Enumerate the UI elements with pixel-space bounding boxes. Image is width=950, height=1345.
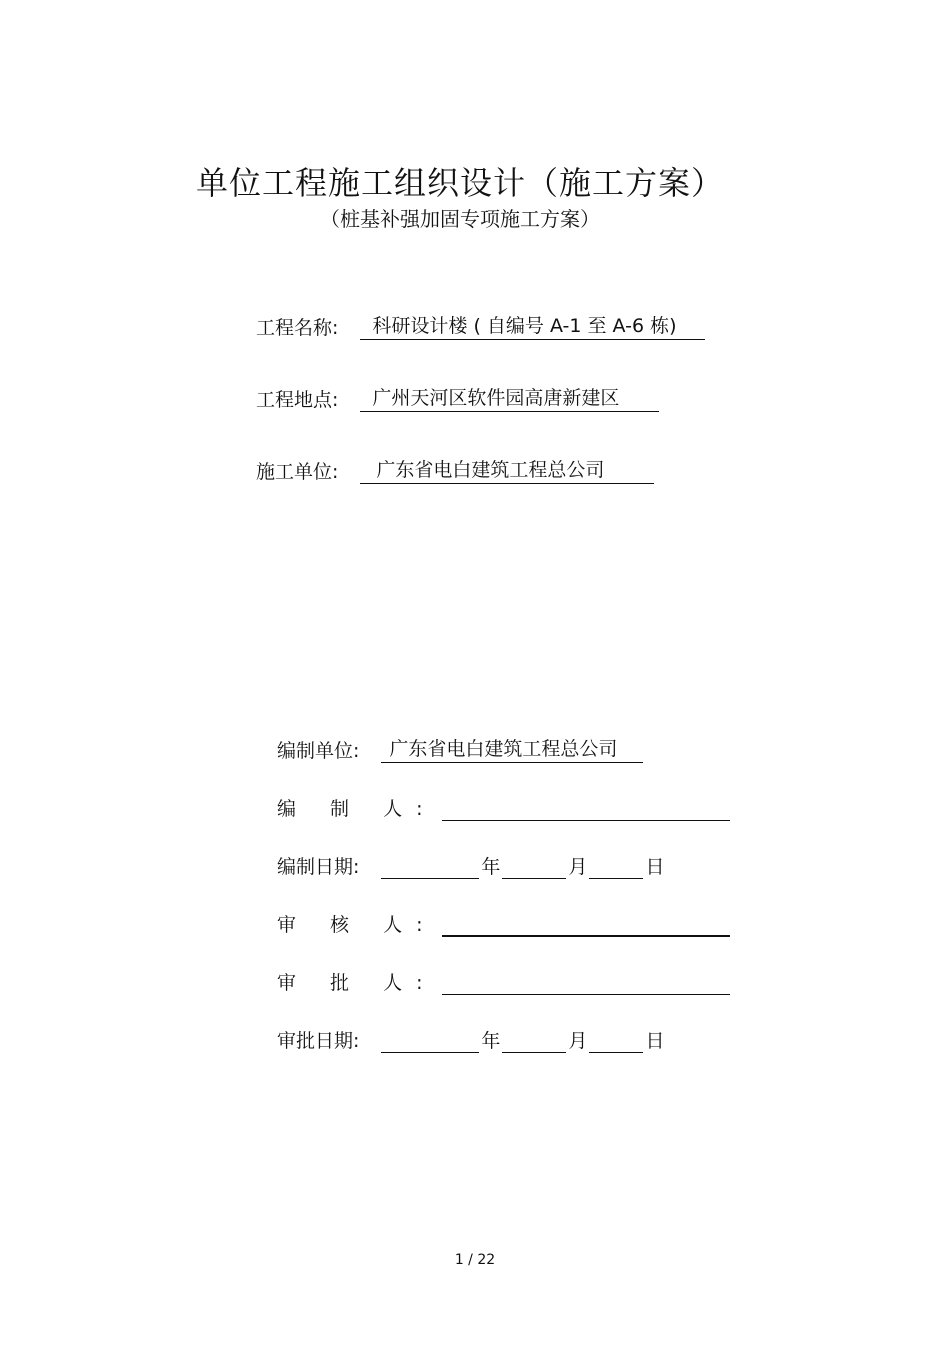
approver-row	[277, 967, 730, 995]
prepare-year-blank	[381, 856, 479, 879]
approve-date-row	[277, 1025, 666, 1053]
prepared-by-unit-value: 广东省电白建筑工程总公司	[381, 736, 643, 763]
approve-year-unit: 年	[481, 1030, 501, 1052]
contractor-value: 广东省电白建筑工程总公司	[360, 457, 654, 484]
preparer-blank	[442, 798, 730, 821]
document-title: 单位工程施工组织设计（施工方案）	[195, 164, 724, 202]
project-name-row	[256, 312, 705, 340]
project-location-row	[256, 384, 659, 412]
prepared-by-unit-label: 编制单位:	[277, 740, 360, 762]
prepared-by-unit-row	[277, 735, 643, 763]
prepare-date-label: 编制日期:	[277, 856, 360, 878]
prepare-month-unit: 月	[568, 856, 588, 878]
approve-month-unit: 月	[568, 1030, 588, 1052]
approve-day-blank	[589, 1030, 643, 1053]
prepare-year-unit: 年	[481, 856, 501, 878]
project-name-value: 科研设计楼 ( 自编号 A-1 至 A-6 栋)	[360, 313, 704, 340]
page-number: 1 / 22	[454, 1252, 496, 1268]
approver-label: 审 批 人:	[277, 972, 437, 994]
reviewer-row	[277, 909, 730, 937]
project-location-value: 广州天河区软件园高唐新建区	[360, 385, 659, 412]
reviewer-blank	[442, 913, 730, 937]
contractor-label: 施工单位:	[256, 461, 339, 483]
preparer-row	[277, 793, 730, 821]
reviewer-label: 审 核 人:	[277, 914, 437, 936]
document-subtitle: （桩基补强加固专项施工方案）	[320, 207, 600, 231]
approver-blank	[442, 972, 730, 995]
prepare-day-unit: 日	[645, 856, 665, 878]
project-location-label: 工程地点:	[256, 389, 339, 411]
prepare-month-blank	[502, 856, 566, 879]
prepare-day-blank	[589, 856, 643, 879]
approve-date-label: 审批日期:	[277, 1030, 360, 1052]
prepare-date-row	[277, 851, 666, 879]
preparer-label: 编 制 人:	[277, 798, 437, 820]
approve-year-blank	[381, 1030, 479, 1053]
project-name-label: 工程名称:	[256, 317, 339, 339]
contractor-row	[256, 456, 654, 484]
approve-month-blank	[502, 1030, 566, 1053]
approve-day-unit: 日	[645, 1030, 665, 1052]
